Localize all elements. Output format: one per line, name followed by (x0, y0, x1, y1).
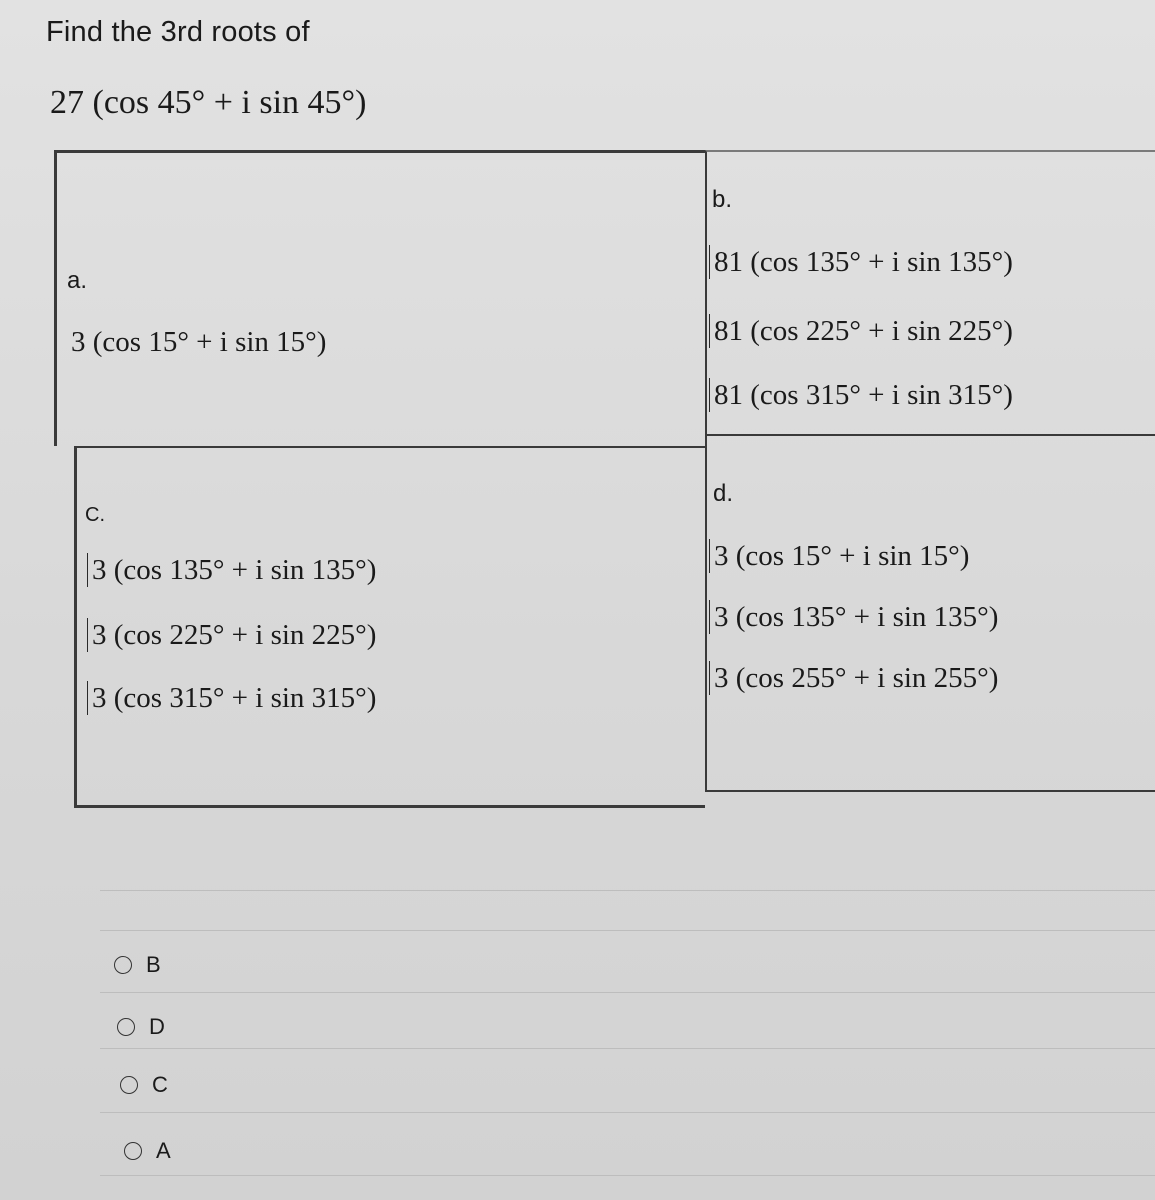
option-c-line-2: 3 (cos 225° + i sin 225°) (87, 618, 376, 652)
option-c-line-3: 3 (cos 315° + i sin 315°) (87, 681, 376, 715)
option-c-cell (74, 446, 705, 808)
radio-button[interactable] (124, 1142, 142, 1160)
radio-button[interactable] (114, 956, 132, 974)
divider (100, 992, 1155, 993)
option-a-letter: a. (67, 267, 88, 294)
option-d-line-1: 3 (cos 15° + i sin 15°) (709, 539, 969, 573)
radio-button[interactable] (120, 1076, 138, 1094)
divider (100, 1048, 1155, 1049)
option-a-cell (54, 150, 705, 446)
choice-label: A (156, 1138, 171, 1163)
answer-choices (100, 890, 1155, 1200)
option-b-line-2: 81 (cos 225° + i sin 225°) (709, 314, 1013, 348)
choice-label: B (146, 952, 161, 977)
option-c-letter: C. (85, 504, 105, 526)
option-b-line-3: 81 (cos 315° + i sin 315°) (709, 378, 1013, 412)
option-d-line-2: 3 (cos 135° + i sin 135°) (709, 600, 998, 634)
option-d-letter: d. (713, 480, 734, 507)
question-expression: 27 (cos 45° + i sin 45°) (50, 84, 367, 121)
option-d-cell (705, 436, 1155, 792)
option-b-letter: b. (712, 186, 733, 213)
divider (100, 930, 1155, 931)
choice-label: D (149, 1014, 165, 1039)
question-prompt: Find the 3rd roots of (46, 16, 310, 48)
option-d-line-3: 3 (cos 255° + i sin 255°) (709, 661, 998, 695)
option-b-line-1: 81 (cos 135° + i sin 135°) (709, 245, 1013, 279)
option-a-line-1: 3 (cos 15° + i sin 15°) (71, 326, 327, 358)
options-grid (54, 150, 1155, 806)
choice-c[interactable] (120, 1072, 168, 1098)
choice-b[interactable] (114, 952, 161, 978)
divider (100, 890, 1155, 891)
divider (100, 1175, 1155, 1176)
choice-a[interactable] (124, 1138, 171, 1164)
choice-label: C (152, 1072, 168, 1097)
option-b-cell (705, 150, 1155, 436)
option-c-line-1: 3 (cos 135° + i sin 135°) (87, 553, 376, 587)
choice-d[interactable] (117, 1014, 165, 1040)
divider (100, 1112, 1155, 1113)
radio-button[interactable] (117, 1018, 135, 1036)
